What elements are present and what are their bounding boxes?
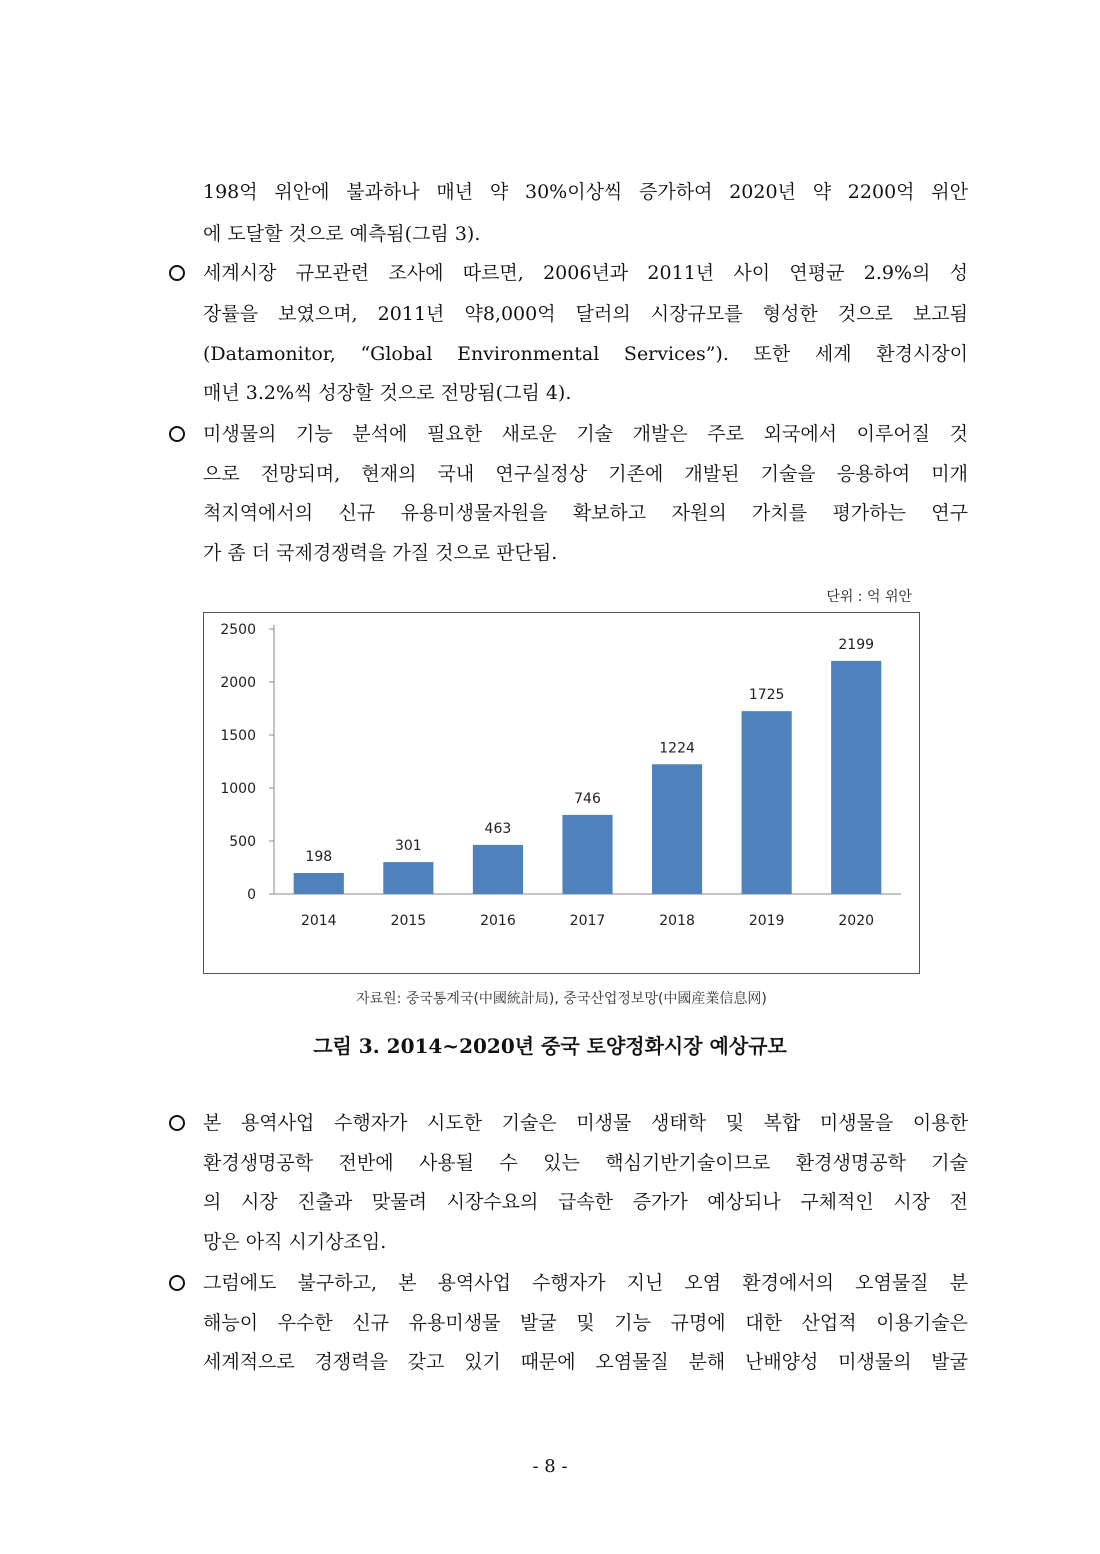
x-tick-label: 2020: [838, 913, 875, 929]
y-tick-label: 1500: [220, 728, 256, 744]
bar-value-label: 1725: [748, 687, 785, 704]
text-line: 에 도달할 것으로 예측됨(그림 3).: [203, 223, 481, 245]
bar-value-label: 2199: [838, 636, 875, 653]
text-line: 으로 전망되며, 현재의 국내 연구실정상 기존에 개발된 기술을 응용하여 미개: [203, 463, 968, 485]
text-line: 가 좀 더 국제경쟁력을 가질 것으로 판단됨.: [203, 542, 558, 564]
bar-value-label: 301: [394, 838, 422, 855]
bullet-circle-icon: [168, 1274, 186, 1292]
y-tick-label: 1000: [220, 781, 256, 797]
bullet-circle-icon: [168, 425, 186, 443]
chart-frame: [203, 612, 920, 974]
x-tick-label: 2014: [300, 913, 337, 929]
x-tick-label: 2018: [659, 913, 695, 929]
figure-caption: 그림 3. 2014~2020년 중국 토양정화시장 예상규모: [313, 1034, 787, 1058]
text-line: 장률을 보였으며, 2011년 약8,000억 달러의 시장규모를 형성한 것으로 보고됨: [203, 303, 968, 325]
text-line: 본 용역사업 수행자가 시도한 기술은 미생물 생태학 및 복합 미생물을 이용한: [203, 1112, 968, 1134]
text-line: 세계시장 규모관련 조사에 따르면, 2006년과 2011년 사이 연평균 2.9%의 성: [203, 262, 968, 284]
text-line: 해능이 우수한 신규 유용미생물 발굴 및 기능 규명에 대한 산업적 이용기술은: [203, 1312, 968, 1334]
bar-value-label: 198: [305, 849, 333, 866]
x-tick-label: 2016: [480, 913, 516, 929]
bar: [562, 815, 612, 894]
bar-value-label: 746: [574, 790, 601, 807]
bar: [473, 845, 523, 894]
text-line: 세계적으로 경쟁력을 갖고 있기 때문에 오염물질 분해 난배양성 미생물의 발굴: [203, 1351, 968, 1373]
bar: [383, 862, 433, 894]
bar-value-label: 1224: [659, 740, 695, 757]
bar: [831, 661, 881, 894]
x-tick-label: 2017: [569, 913, 606, 929]
y-tick-label: 500: [229, 834, 256, 850]
y-tick-label: 0: [247, 887, 256, 903]
bar: [294, 873, 344, 894]
text-line: 환경생명공학 전반에 사용될 수 있는 핵심기반기술이므로 환경생명공학 기술: [203, 1152, 968, 1174]
text-line: 198억 위안에 불과하나 매년 약 30%이상씩 증가하여 2020년 약 2200억 위안: [203, 181, 968, 203]
x-tick-label: 2015: [390, 913, 427, 929]
text-line: 망은 아직 시기상조임.: [203, 1231, 387, 1253]
bar-chart: [204, 613, 919, 973]
text-line: (Datamonitor, “Global Environmental Services”). 또한 세계 환경시장이: [203, 343, 968, 365]
text-line: 척지역에서의 신규 유용미생물자원을 확보하고 자원의 가치를 평가하는 연구: [203, 502, 968, 524]
bullet-circle-icon: [168, 1114, 186, 1132]
chart-source: 자료원: 중국통계국(中國統計局), 중국산업정보망(中國産業信息网): [356, 991, 767, 1007]
bar-value-label: 463: [484, 820, 512, 837]
bullet-circle-icon: [168, 264, 186, 282]
y-tick-label: 2000: [220, 675, 256, 691]
text-line: 그럼에도 불구하고, 본 용역사업 수행자가 지닌 오염 환경에서의 오염물질 분: [203, 1272, 968, 1294]
text-line: 의 시장 진출과 맞물려 시장수요의 급속한 증가가 예상되나 구체적인 시장 전: [203, 1191, 968, 1213]
text-line: 매년 3.2%씩 성장할 것으로 전망됨(그림 4).: [203, 382, 572, 404]
page-number: - 8 -: [532, 1456, 568, 1477]
bar: [742, 711, 792, 894]
chart-unit-label: 단위 : 억 위안: [826, 589, 912, 605]
x-tick-label: 2019: [748, 913, 785, 929]
text-line: 미생물의 기능 분석에 필요한 새로운 기술 개발은 주로 외국에서 이루어질 것: [203, 423, 968, 445]
y-tick-label: 2500: [220, 622, 256, 638]
bar: [652, 764, 702, 894]
